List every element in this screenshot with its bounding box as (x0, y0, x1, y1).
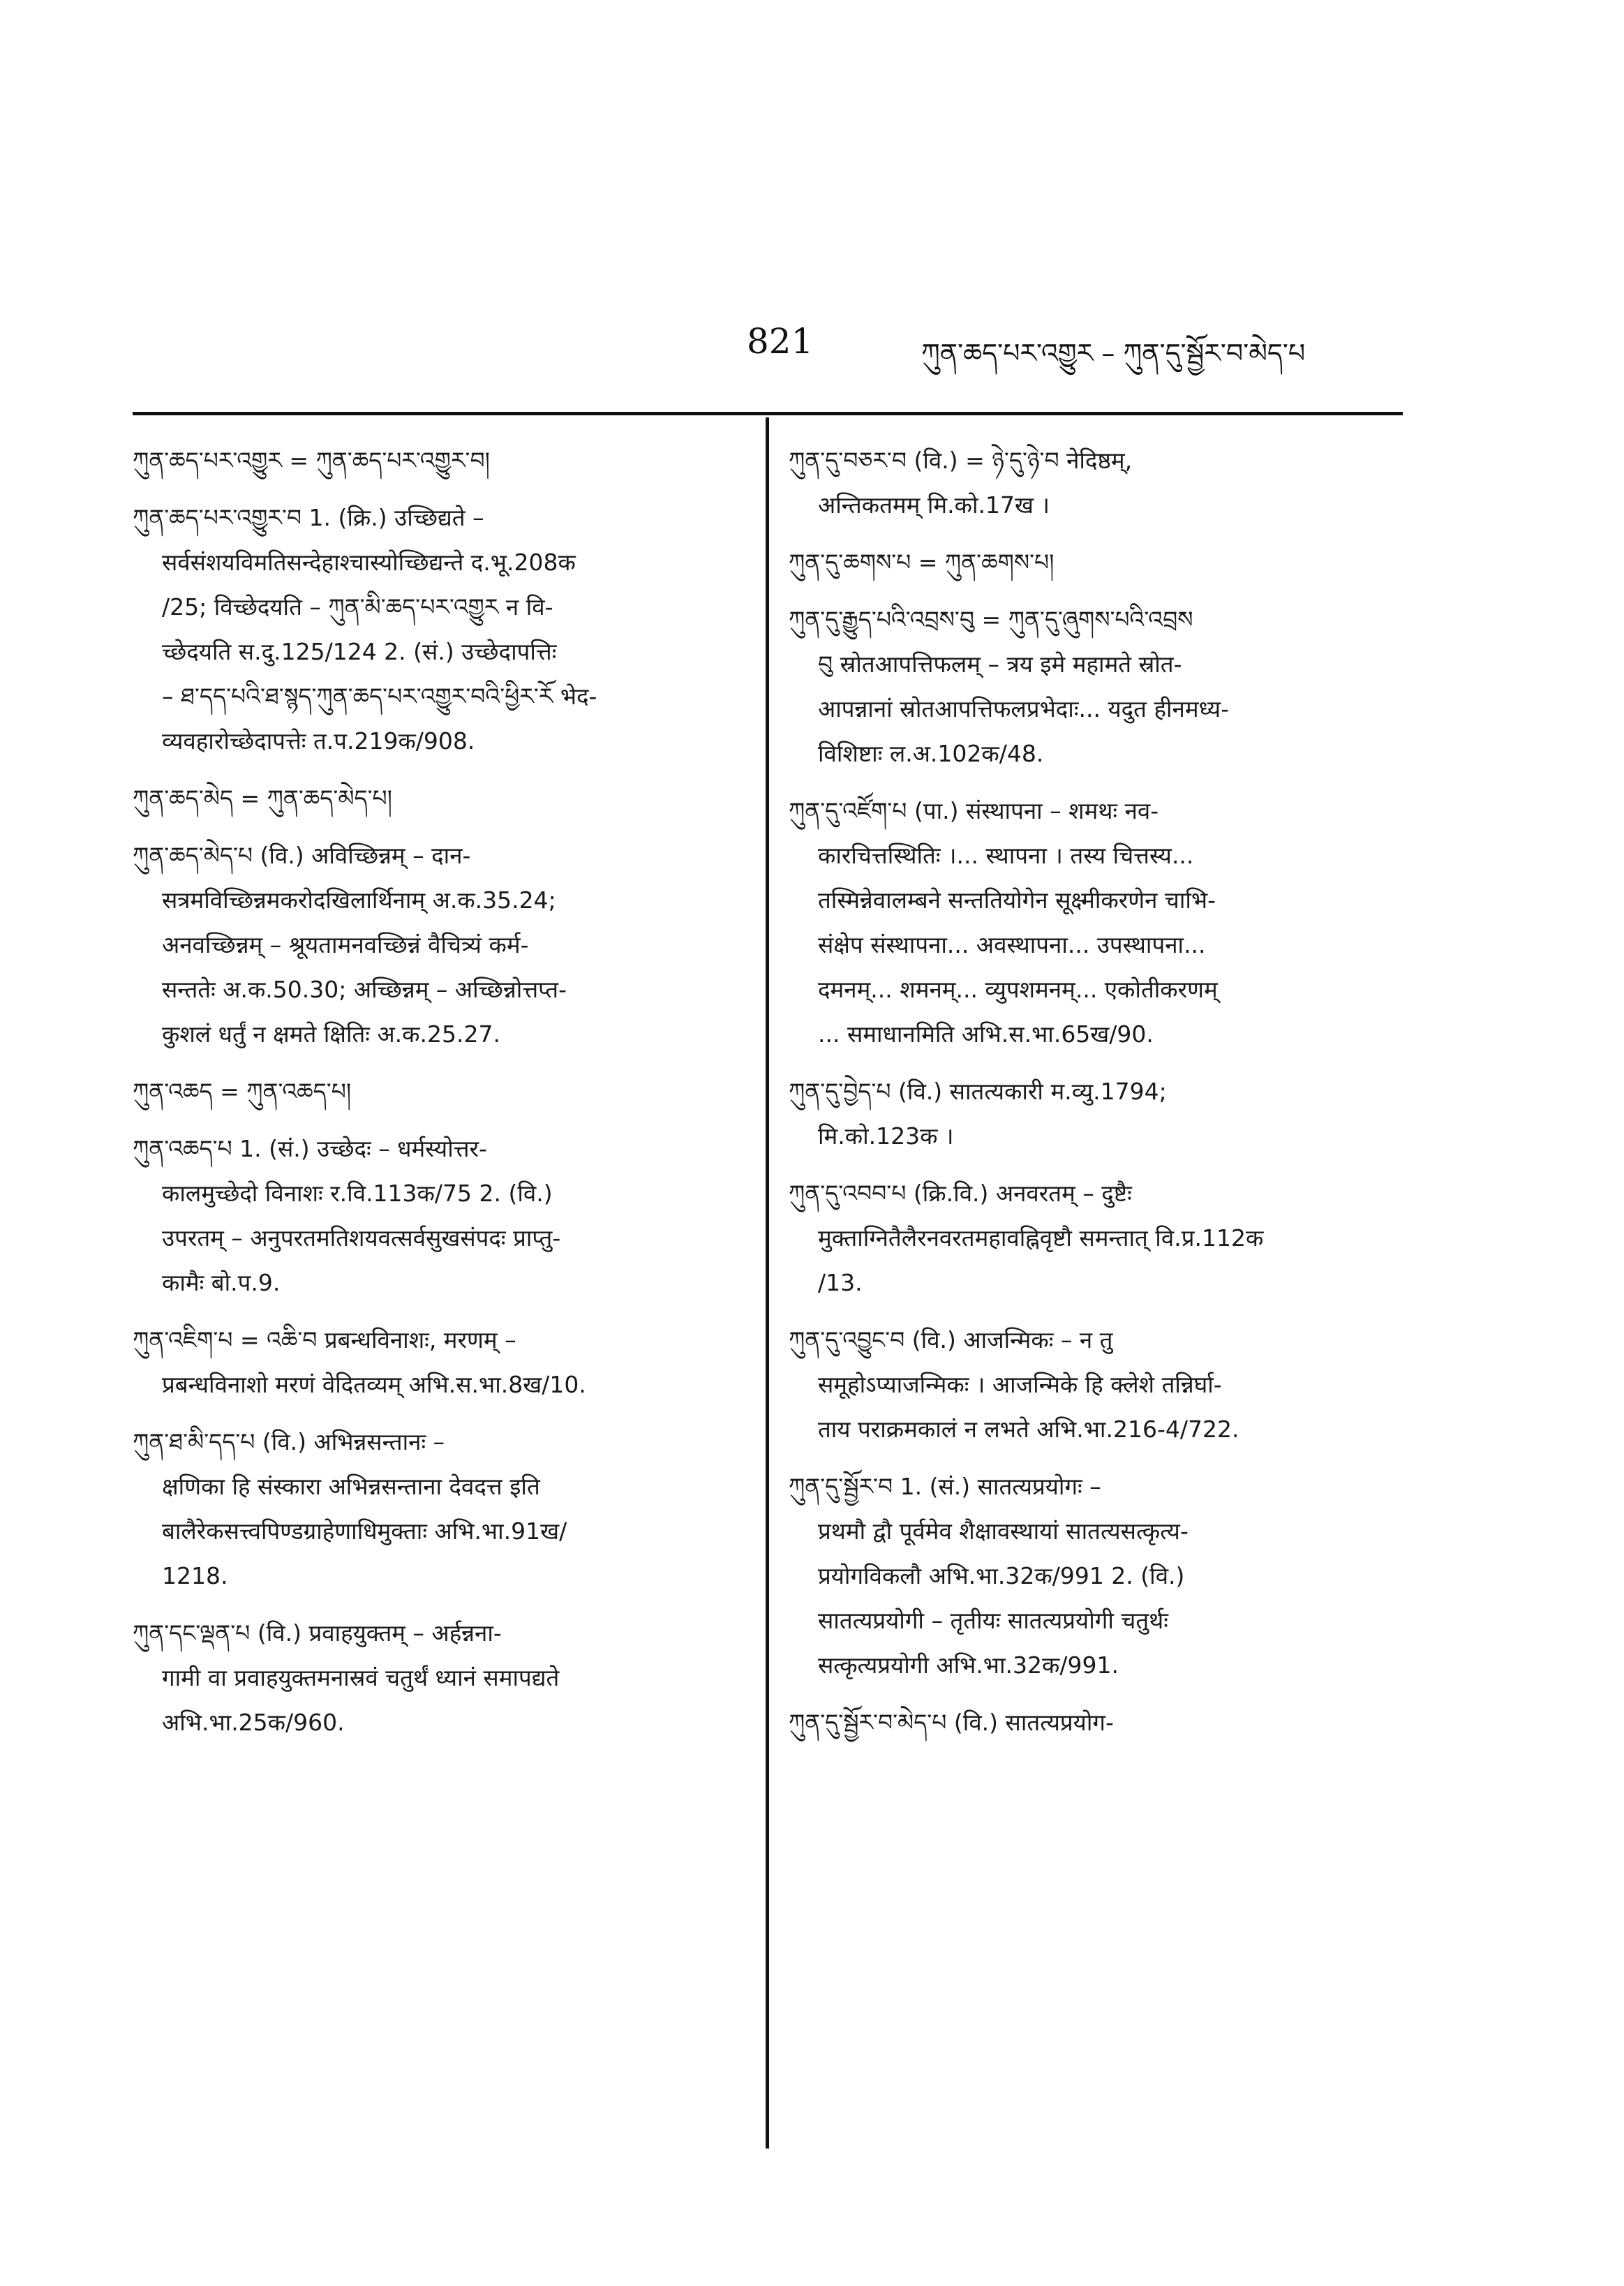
entry-text-line: अभि.भा.25क/960. (162, 1709, 345, 1736)
entry-text-line: क्षणिका हि संस्कारा अभिन्नसन्ताना देवदत्त इति (162, 1473, 540, 1500)
dictionary-entry (789, 1464, 1403, 1688)
dictionary-entry (133, 1611, 747, 1745)
entry-text-line: बालैरेकसत्त्वपिण्डग्राहेणाधिमुक्ताः अभि.भा.91ख/ (162, 1517, 567, 1545)
dictionary-entry (789, 598, 1403, 776)
running-head: ཀུན་ཆད་པར་འགྱུར – ཀུན་དུ་སྦྱོར་བ་མེད་པ (921, 338, 1306, 369)
dictionary-entry (133, 438, 747, 483)
entry-text-line: उपरतम् – अनुपरतमतिशयवत्सर्वसुखसंपदः प्राप्तु- (162, 1224, 561, 1252)
dictionary-entry (789, 1069, 1403, 1159)
dictionary-entry (789, 789, 1403, 1057)
entry-text-line: सातत्यप्रयोगी – तृतीयः सातत्यप्रयोगी चतुर्थः (818, 1607, 1168, 1634)
entry-text-line: – ཐ་དད་པའི་ཐ་སྙད་ཀུན་ཆད་པར་འགྱུར་བའི་ཕྱིར་རོ भेद- (162, 683, 597, 710)
entry-text-line: सत्कृत्यप्रयोगी अभि.भा.32क/991. (818, 1652, 1119, 1679)
entry-text-line: प्रयोगविकलौ अभि.भा.32क/991 2. (वि.) (818, 1562, 1185, 1589)
entry-headline: ཀུན་འཇིག་པ = འཆི་བ प्रबन्धविनाशः, मरणम् – (133, 1326, 516, 1353)
entry-headline: ཀུན་ཆད་པར་འགྱུར་བ 1. (क्रि.) उच्छिद्यते – (133, 504, 484, 531)
entry-headline: ཀུན་དུ་བྱེད་པ (वि.) सातत्यकारी म.व्यु.1794; (789, 1078, 1167, 1105)
dictionary-entry (789, 1171, 1403, 1305)
entry-text-line: विशिष्टाः ल.अ.102क/48. (818, 740, 1044, 767)
dictionary-entry (133, 1420, 747, 1598)
entry-text-line: /13. (818, 1269, 863, 1296)
entry-headline: ཀུན་ཆད་པར་འགྱུར = ཀུན་ཆད་པར་འགྱུར་བ། (133, 447, 490, 474)
entry-text-line: ताय पराक्रमकालं न लभते अभि.भा.216-4/722. (818, 1416, 1239, 1443)
entry-headline: ཀུན་དུ་སྦྱོར་བ 1. (सं.) सातत्यप्रयोगः – (789, 1473, 1101, 1500)
entry-text-line: /25; विच्छेदयति – ཀུན་མི་ཆད་པར་འགྱུར न वि- (162, 593, 553, 621)
dictionary-entry (789, 540, 1403, 585)
entry-headline: ཀུན་དུ་འཛོག་པ (पा.) संस्थापना – शमथः नव- (789, 797, 1159, 824)
dictionary-entry (133, 1318, 747, 1407)
entry-text-line: कुशलं धर्तुं न क्षमते क्षितिः अ.क.25.27. (162, 1020, 500, 1048)
entry-text-line: दमनम्... शमनम्... व्युपशमनम्... एकोतीकरणम् (818, 976, 1218, 1003)
entry-text-line: सत्रमविच्छिन्नमकरोदखिलार्थिनाम् अ.क.35.24; (162, 886, 556, 914)
entry-text-line: བུ स्रोतआपत्तिफलम् – त्रय इमे महामते स्रोत- (818, 651, 1182, 678)
column-divider (766, 417, 769, 2148)
entry-text-line: मुक्ताग्नितैलैरनवरतमहावह्निवृष्टौ समन्तात् वि.प्र.112क (818, 1224, 1264, 1252)
entry-text-line: कारचित्तस्थितिः ।... स्थापना । तस्य चित्तस्य... (818, 842, 1194, 869)
dictionary-entry (133, 833, 747, 1057)
entry-text-line: आपन्नानां स्रोतआपत्तिफलप्रभेदाः... यदुत हीनमध्य- (818, 695, 1230, 722)
entry-headline: ཀུན་ཐ་མི་དད་པ (वि.) अभिन्नसन्तानः – (133, 1428, 445, 1455)
entry-headline: ཀུན་འཆད་པ 1. (सं.) उच्छेदः – धर्मस्योत्तर- (133, 1135, 487, 1162)
entry-text-line: अन्तिकतमम् मि.को.17ख । (818, 491, 1050, 519)
entry-text-line: सन्ततेः अ.क.50.30; अच्छिन्नम् – अच्छिन्नोत्तप्त- (162, 976, 567, 1003)
entry-headline: ཀུན་དང་ལྡན་པ (वि.) प्रवाहयुक्तम् – अर्हन्नना- (133, 1619, 502, 1647)
entry-text-line: ... समाधानमिति अभि.स.भा.65ख/90. (818, 1020, 1154, 1048)
entry-headline: ཀུན་དུ་སྦྱོར་བ་མེད་པ (वि.) सातत्यप्रयोग- (789, 1709, 1114, 1736)
entry-text-line: समूहोऽप्याजन्मिकः । आजन्मिके हि क्लेशे तन्निर्घा- (818, 1371, 1222, 1398)
header-rule (133, 412, 1403, 415)
entry-text-line: व्यवहारोच्छेदापत्तेः त.प.219क/908. (162, 727, 475, 755)
dictionary-entry (789, 438, 1403, 528)
dictionary-entry (133, 1127, 747, 1305)
entry-text-line: 1218. (162, 1562, 228, 1589)
entry-headline: ཀུན་དུ་འབབ་པ (क्रि.वि.) अनवरतम् – दुष्टैः (789, 1180, 1132, 1207)
entry-text-line: सर्वसंशयविमतिसन्देहाश्चास्योच्छिद्यन्ते द.भू.208क (162, 549, 576, 576)
entry-headline: ཀུན་དུ་ཆགས་པ = ཀུན་ཆགས་པ། (789, 549, 1055, 576)
entry-text-line: प्रथमौ द्वौ पूर्वमेव शैक्षावस्थायां सातत्यसत्कृत्य- (818, 1517, 1189, 1545)
dictionary-entry (789, 1318, 1403, 1452)
entry-text-line: च्छेदयति स.दु.125/124 2. (सं.) उच्छेदापत्तिः (162, 638, 557, 665)
entry-text-line: संक्षेप संस्थापना... अवस्थापना... उपस्थापना... (818, 931, 1206, 958)
right-column (789, 438, 1403, 1758)
entry-headline: ཀུན་དུ་རྒྱུད་པའི་འབྲས་བུ = ཀུན་དུ་ཞུགས་པའི་འབྲས (789, 606, 1193, 633)
dictionary-entry (133, 1069, 747, 1114)
dictionary-entry (133, 776, 747, 821)
entry-text-line: गामी वा प्रवाहयुक्तमनास्रवं चतुर्थं ध्यानं समापद्यते (162, 1664, 560, 1691)
entry-text-line: अनवच्छिन्नम् – श्रूयतामनवच्छिन्नं वैचित्र्यं कर्म- (162, 931, 529, 958)
entry-text-line: मि.को.123क । (818, 1122, 954, 1150)
page-header (0, 307, 1624, 384)
entry-text-line: तस्मिन्नेवालम्बने सन्ततियोगेन सूक्ष्मीकरणेन चाभि- (818, 886, 1216, 914)
entry-headline: ཀུན་ཆད་མེད་པ (वि.) अविच्छिन्नम् – दान- (133, 842, 471, 869)
entry-headline: ཀུན་དུ་བཅར་བ (वि.) = ཉེ་དུ་ཉེ་བ नेदिष्ठम्, (789, 447, 1133, 474)
entry-headline: ཀུན་ཆད་མེད = ཀུན་ཆད་མེད་པ། (133, 785, 392, 812)
entry-headline: ཀུན་འཆད = ཀུན་འཆད་པ། (133, 1078, 352, 1105)
entry-headline: ཀུན་དུ་འབྱུང་བ (वि.) आजन्मिकः – न तु (789, 1326, 1113, 1353)
entry-text-line: कालमुच्छेदो विनाशः र.वि.113क/75 2. (वि.) (162, 1180, 553, 1207)
dictionary-entry (133, 496, 747, 764)
page-number: 821 (747, 321, 814, 362)
left-column (133, 438, 747, 1758)
dictionary-entry (789, 1700, 1403, 1745)
entry-text-line: कामैः बो.प.9. (162, 1269, 281, 1296)
entry-text-line: प्रबन्धविनाशो मरणं वेदितव्यम् अभि.स.भा.8ख/10. (162, 1371, 586, 1398)
